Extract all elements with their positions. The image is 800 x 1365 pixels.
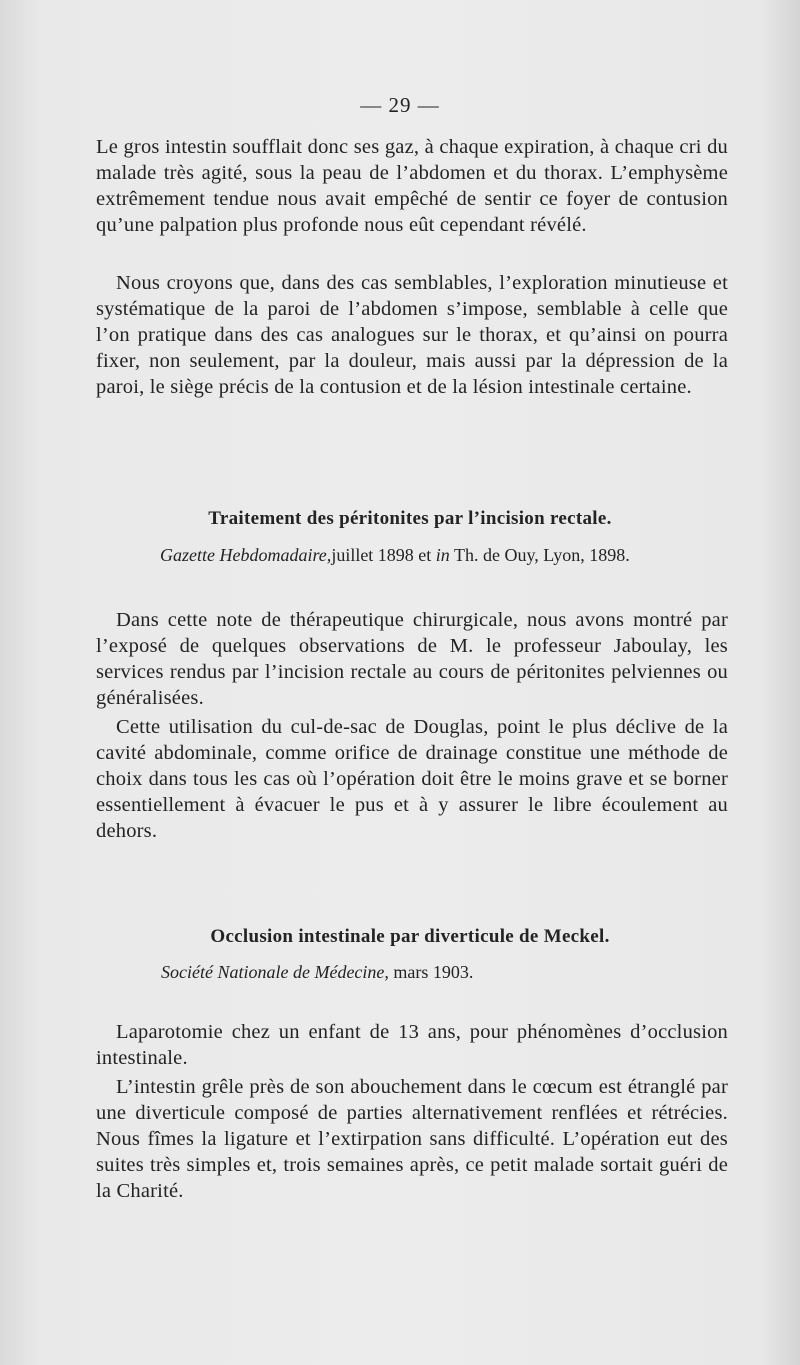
section-1-title: Traitement des péritonites par l’incision rectale. bbox=[208, 508, 612, 529]
section-2-title: Occlusion intestinale par diverticule de Meckel. bbox=[210, 926, 610, 947]
section-2-citation-date: mars 1903. bbox=[388, 962, 474, 982]
section-1-paragraph-2: Cette utilisation du cul-de-sac de Douglas, point le plus déclive de la cavité abdominale, comme orifice de drainage constitue une méthode de choix dans tous les cas où l’opération doit être le moins grave et se borner essentiellement à évacuer le pus et à y assurer le libre écoulement au dehors. bbox=[96, 716, 728, 842]
section-1-citation-date: juillet 1898 et bbox=[331, 545, 436, 565]
section-2-citation bbox=[161, 962, 473, 983]
section-1-citation-rest: Th. de Ouy, Lyon, 1898. bbox=[449, 545, 630, 565]
section-1-paragraph-1: Dans cette note de thérapeutique chirurgicale, nous avons montré par l’exposé de quelques observations de M. le professeur Jaboulay, les services rendus par l’incision rectale au cours de péritonites pelviennes ou généralisées. bbox=[96, 609, 728, 709]
page-number: — 29 — bbox=[360, 93, 440, 117]
intro-paragraph-2: Nous croyons que, dans des cas semblables, l’exploration minutieuse et systématique de la paroi de l’abdomen s’impose, semblable à celle que l’on pratique dans des cas analogues sur le thorax, et qu’ainsi on pourra fixer, non seulement, par la douleur, mais aussi par la dépression de la paroi, le siège précis de la contusion et de la lésion intestinale certaine. bbox=[96, 272, 728, 398]
section-2-citation-journal: Société Nationale de Médecine, bbox=[161, 962, 389, 982]
section-2-paragraph-1: Laparotomie chez un enfant de 13 ans, pour phénomènes d’occlusion intestinale. bbox=[96, 1021, 728, 1069]
section-1-citation-journal: Gazette Hebdomadaire, bbox=[160, 545, 332, 565]
section-1-citation bbox=[160, 545, 630, 566]
intro-paragraph-1: Le gros intestin soufflait donc ses gaz, à chaque expiration, à chaque cri du malade très agité, sous la peau de l’abdomen et du thorax. L’emphysème extrêmement tendue nous avait empêché de sentir ce foyer de contusion qu’une palpation plus profonde nous eût cependant révélé. bbox=[96, 136, 728, 236]
section-2-paragraph-2: L’intestin grêle près de son abouchement dans le cœcum est étranglé par une diverticule composé de parties alternativement renflées et rétrécies. Nous fîmes la ligature et l’extirpation sans difficulté. L’opération eut des suites très simples et, trois semaines après, ce petit malade sortait guéri de la Charité. bbox=[96, 1076, 728, 1202]
section-1-citation-in: in bbox=[435, 545, 450, 565]
